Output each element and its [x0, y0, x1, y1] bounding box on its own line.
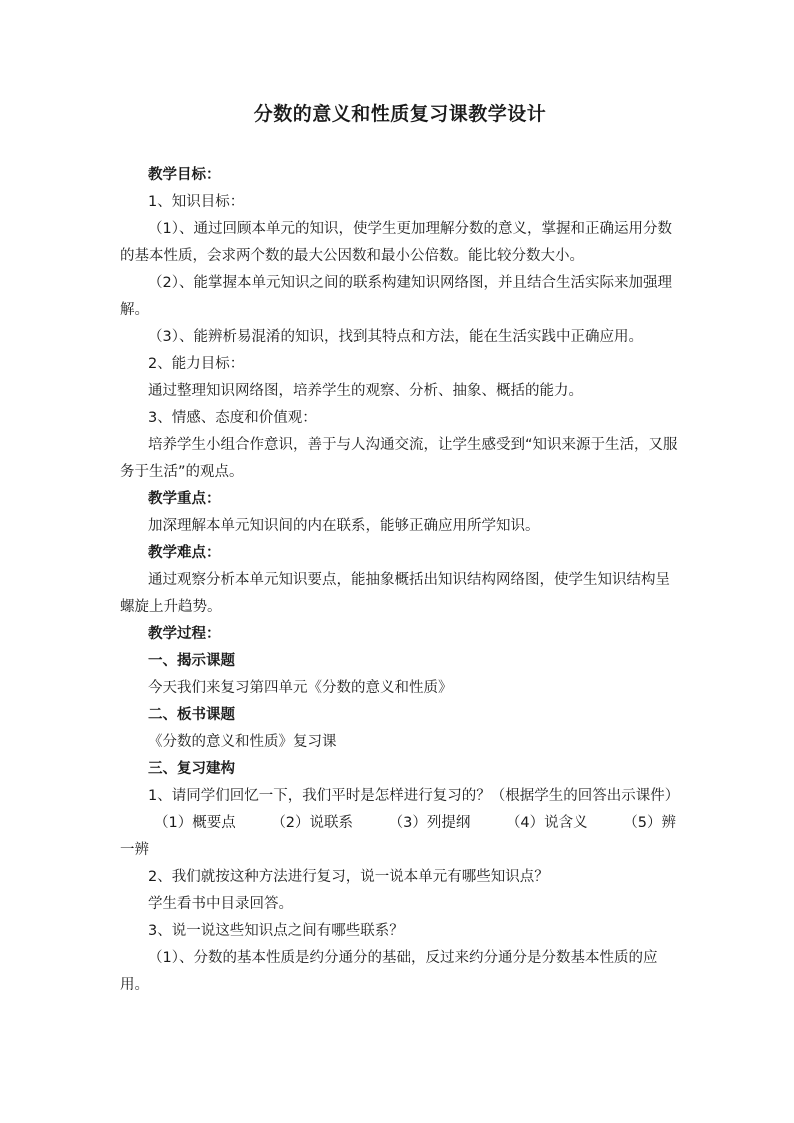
paragraph: 通过观察分析本单元知识要点，能抽象概括出知识结构网络图，使学生知识结构呈螺旋上升趋势。	[120, 572, 670, 615]
review-methods-list	[120, 810, 680, 837]
document-page	[120, 100, 680, 999]
review-method-item: （1）概要点	[154, 815, 236, 831]
paragraph: 1、请同学们回忆一下，我们平时是怎样进行复习的？（根据学生的回答出示课件）	[148, 788, 680, 804]
heading-process: 教学过程：	[148, 626, 221, 642]
heading-objectives: 教学目标：	[148, 167, 221, 183]
paragraph: 《分数的意义和性质》复习课	[148, 734, 337, 750]
paragraph: 1、知识目标：	[148, 194, 245, 210]
paragraph: （2）、能掌握本单元知识之间的联系构建知识网络图，并且结合生活实际来加强理解。	[120, 275, 672, 318]
heading-difficulties: 教学难点：	[148, 545, 221, 561]
review-method-item: （4）说含义	[505, 815, 588, 831]
paragraph: （1）、分数的基本性质是约分通分的基础，反过来约分通分是分数基本性质的应用。	[120, 950, 658, 993]
paragraph: 学生看书中目录回答。	[148, 896, 293, 912]
review-method-item: （3）列提纲	[388, 815, 471, 831]
paragraph: 今天我们来复习第四单元《分数的意义和性质》	[148, 680, 453, 696]
review-method-item: （2）说联系	[271, 815, 354, 831]
paragraph: 培养学生小组合作意识，善于与人沟通交流，让学生感受到“知识来源于生活，又服务于生活”的观点。	[120, 437, 678, 480]
paragraph: 加深理解本单元知识间的内在联系，能够正确应用所学知识。	[148, 518, 540, 534]
section-heading-1: 一、揭示课题	[148, 653, 235, 669]
document-title: 分数的意义和性质复习课教学设计	[253, 103, 547, 125]
paragraph: 3、情感、态度和价值观：	[148, 410, 317, 426]
section-heading-2: 二、板书课题	[148, 707, 235, 723]
paragraph: 3、说一说这些知识点之间有哪些联系？	[148, 923, 404, 939]
paragraph: 2、能力目标：	[148, 356, 245, 372]
paragraph: 2、我们就按这种方法进行复习，说一说本单元有哪些知识点？	[148, 869, 549, 885]
paragraph: 通过整理知识网络图，培养学生的观察、分析、抽象、概括的能力。	[148, 383, 583, 399]
review-method-item: （5）辨	[623, 815, 676, 831]
heading-key-points: 教学重点：	[148, 491, 221, 507]
paragraph: （1）、通过回顾本单元的知识，使学生更加理解分数的意义，掌握和正确运用分数的基本性质，会求两个数的最大公因数和最小公倍数。能比较分数大小。	[120, 221, 672, 264]
section-heading-3: 三、复习建构	[148, 761, 235, 777]
review-method-tail: 一辨	[120, 842, 149, 858]
paragraph: （3）、能辨析易混淆的知识，找到其特点和方法，能在生活实践中正确应用。	[148, 329, 643, 345]
